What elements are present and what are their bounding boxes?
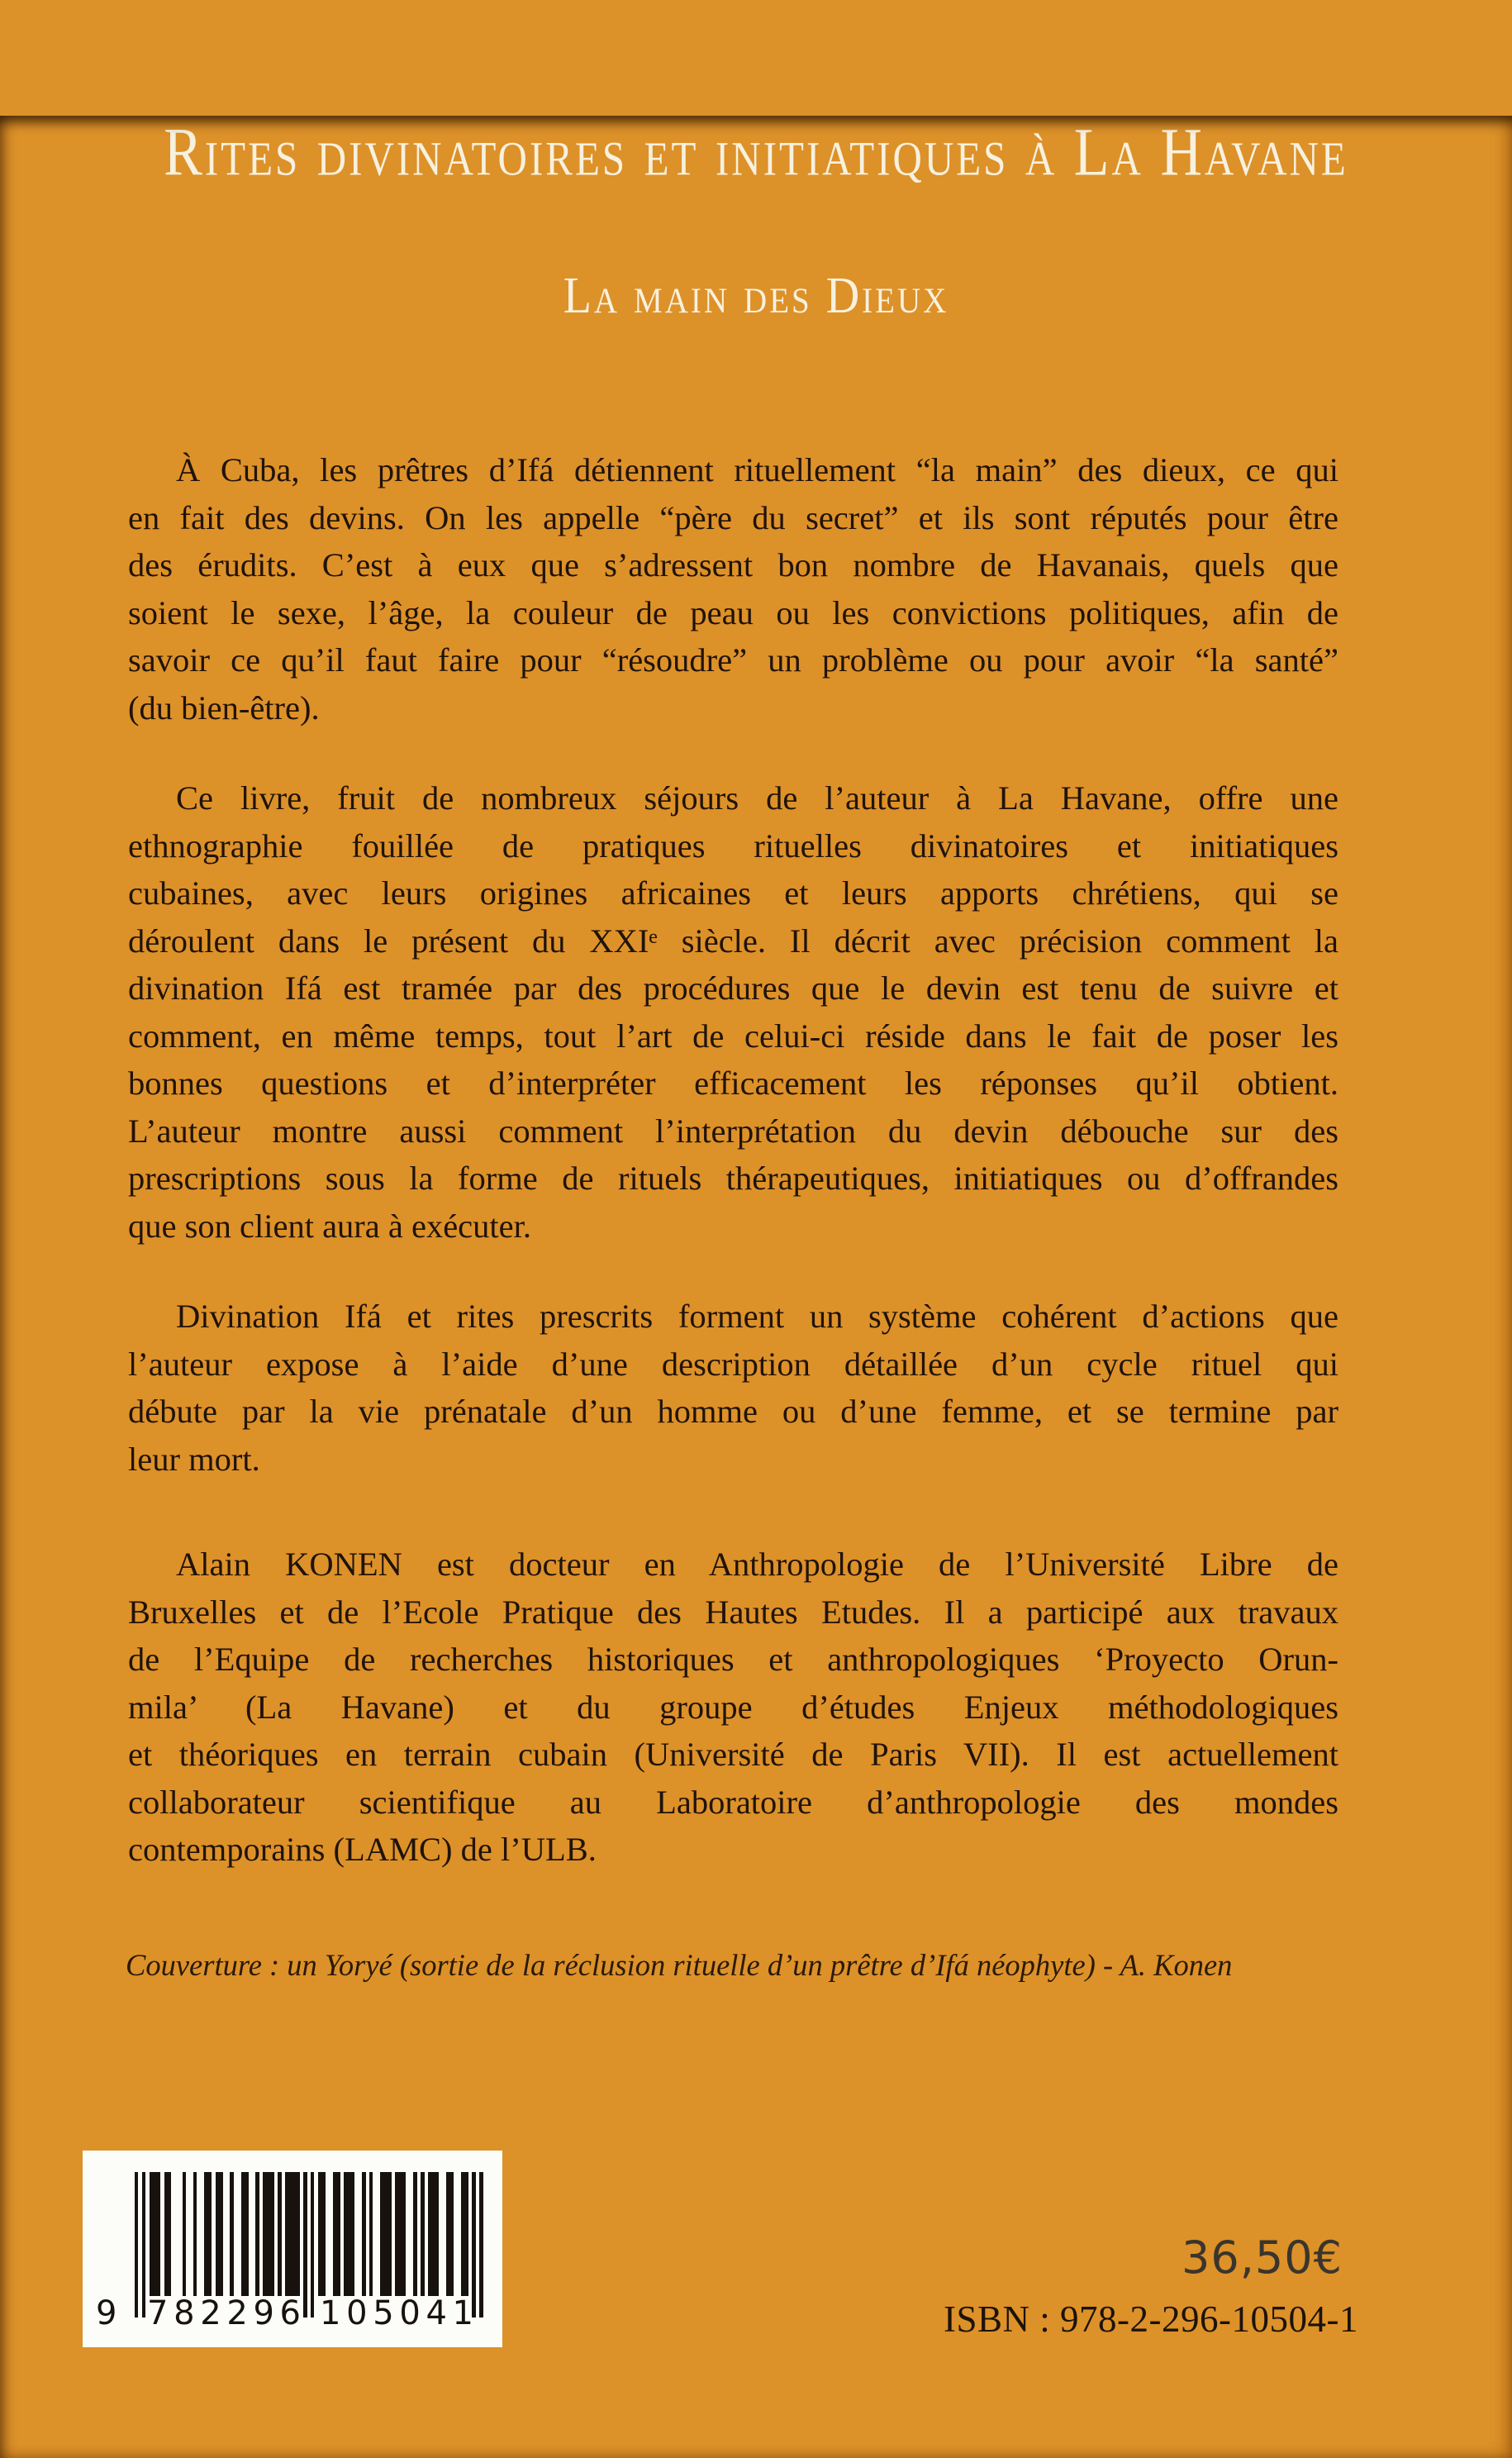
text-line: de l’Equipe de recherches historiques et anthropologiques ‘Proyecto Orun- — [128, 1641, 1338, 1678]
text-line: prescriptions sous la forme de rituels thérapeutiques, initiatiques ou d’offrandes — [128, 1160, 1338, 1197]
text-line: collaborateur scientifique au Laboratoire d’anthropologie des mondes — [128, 1783, 1338, 1821]
text-line: débute par la vie prénatale d’un homme ou d’une femme, et se termine par — [128, 1393, 1338, 1430]
barcode-digits-left — [147, 2293, 301, 2334]
text-line: (du bien-être). — [128, 688, 320, 726]
text-line: déroulent dans le présent du XXIᵉ siècle. Il décrit avec précision comment la — [128, 922, 1338, 960]
text-line: L’auteur montre aussi comment l’interprétation du devin débouche sur des — [128, 1112, 1338, 1150]
text-line: cubaines, avec leurs origines africaines et leurs apports chrétiens, qui se — [128, 874, 1338, 912]
barcode-digit: 2 — [200, 2294, 221, 2332]
barcode-digit: 8 — [174, 2294, 195, 2332]
barcode-digit: 2 — [226, 2294, 248, 2332]
text-line: que son client aura à exécuter. — [128, 1207, 532, 1245]
barcode-digit: 5 — [373, 2294, 394, 2332]
text-line: et théoriques en terrain cubain (Université de Paris VII). Il est actuellement — [128, 1736, 1338, 1773]
barcode-digit: 1 — [320, 2294, 341, 2332]
text-line: des érudits. C’est à eux que s’adressent bon nombre de Havanais, quels que — [128, 546, 1338, 584]
text-line: en fait des devins. On les appelle “père du secret” et ils sont réputés pour être — [128, 498, 1338, 536]
book-title: Rites divinatoires et initiatiques à La Havane — [164, 115, 1348, 191]
synopsis-paragraph-2 — [128, 774, 1338, 1250]
isbn-label: ISBN : 978-2-296-10504-1 — [944, 2298, 1358, 2340]
text-line: À Cuba, les prêtres d’Ifá détiennent rituellement “la main” des dieux, ce qui — [176, 451, 1338, 488]
barcode-digit: 0 — [399, 2294, 421, 2332]
book-back-cover — [0, 116, 1512, 2458]
text-line: Alain KONEN est docteur en Anthropologie de l’Université Libre de — [176, 1546, 1338, 1583]
book-subtitle: La main des Dieux — [563, 267, 949, 325]
text-line: l’auteur expose à l’aide d’une description détaillée d’un cycle rituel qui — [128, 1345, 1338, 1383]
barcode-digits-right — [320, 2293, 473, 2334]
text-line: savoir ce qu’il faut faire pour “résoudre” un problème ou pour avoir “la santé” — [128, 641, 1338, 679]
barcode-digit: 1 — [452, 2294, 473, 2332]
barcode-digit: 7 — [147, 2294, 169, 2332]
text-line: divination Ifá est tramée par des procédures que le devin est tenu de suivre et — [128, 969, 1338, 1007]
barcode-bar — [479, 2172, 483, 2317]
text-line: bonnes questions et d’interpréter efficacement les réponses qu’il obtient. — [128, 1065, 1338, 1102]
text-line: mila’ (La Havane) et du groupe d’études Enjeux méthodologiques — [128, 1688, 1338, 1726]
synopsis-paragraph-3 — [128, 1293, 1338, 1483]
back-cover-text — [128, 446, 1338, 1874]
barcode-digit: 0 — [346, 2294, 368, 2332]
text-line: Divination Ifá et rites prescrits forment un système cohérent d’actions que — [176, 1298, 1338, 1335]
cover-credit: Couverture : un Yoryé (sortie de la réclusion rituelle d’un prêtre d’Ifá néophyte) - A. Konen — [126, 1947, 1233, 1982]
text-line: Bruxelles et de l’Ecole Pratique des Hautes Etudes. Il a participé aux travaux — [128, 1593, 1338, 1631]
text-line: soient le sexe, l’âge, la couleur de peau ou les convictions politiques, afin de — [128, 593, 1338, 631]
text-line: comment, en même temps, tout l’art de celui-ci réside dans le fait de poser les — [128, 1017, 1338, 1055]
barcode — [83, 2151, 502, 2347]
text-line: Ce livre, fruit de nombreux séjours de l’auteur à La Havane, offre une — [176, 779, 1338, 817]
barcode-digit: 4 — [426, 2294, 447, 2332]
price-label: 36,50€ — [1182, 2232, 1343, 2284]
barcode-digit-first: 9 — [96, 2294, 117, 2332]
author-bio — [128, 1541, 1338, 1874]
barcode-digit: 9 — [253, 2294, 274, 2332]
synopsis-paragraph-1 — [128, 446, 1338, 731]
text-line: contemporains (LAMC) de l’ULB. — [128, 1831, 597, 1868]
text-line: leur mort. — [128, 1440, 260, 1478]
text-line: ethnographie fouillée de pratiques rituelles divinatoires et initiatiques — [128, 826, 1338, 865]
barcode-digit: 6 — [279, 2294, 301, 2332]
